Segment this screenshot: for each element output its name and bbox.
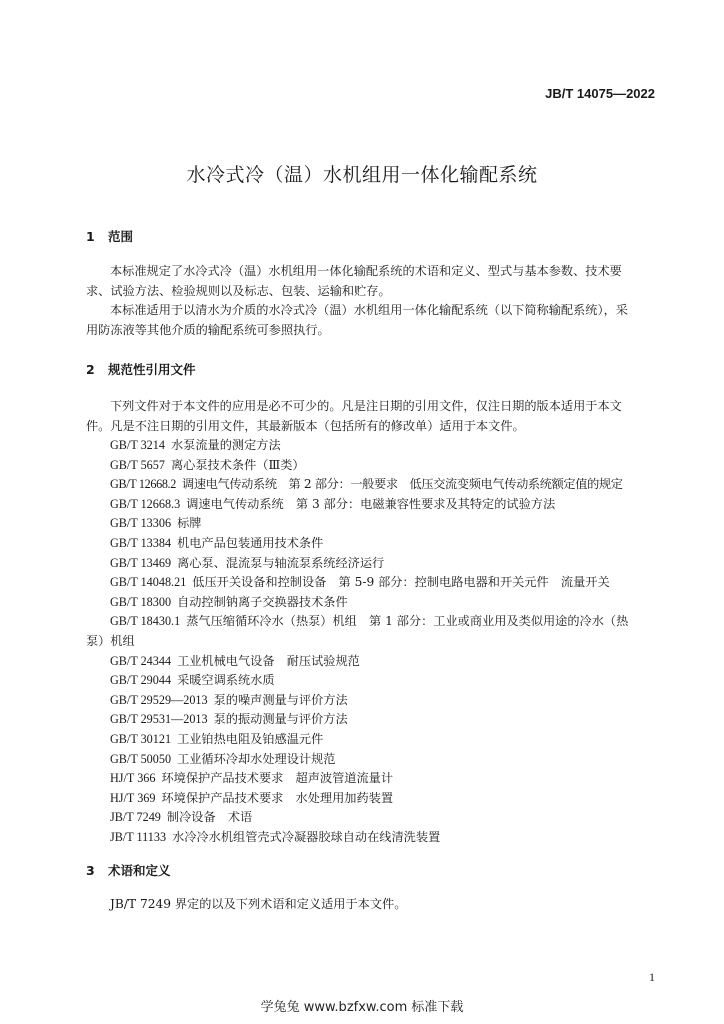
reference-title: 调速电气传动系统 第 2 部分：一般要求 低压交流变频电气传动系统额定值的规定 xyxy=(182,477,623,492)
footer-watermark[interactable]: 学兔兔 www.bzfxw.com 标准下载 xyxy=(260,1000,464,1015)
section-3-heading xyxy=(86,861,171,879)
reference-title: 制冷设备 术语 xyxy=(166,810,253,825)
reference-code: GB/T 14048.21 xyxy=(110,575,187,590)
reference-title: 工业机械电气设备 耐压试验规范 xyxy=(177,653,360,668)
reference-item xyxy=(110,436,660,456)
reference-code: GB/T 29529—2013 xyxy=(110,692,208,707)
scope-paragraph-2 xyxy=(86,301,658,340)
reference-item xyxy=(110,593,660,613)
reference-title: 采暖空调系统水质 xyxy=(177,673,275,688)
reference-code: GB/T 13306 xyxy=(110,516,172,531)
reference-code: GB/T 13384 xyxy=(110,535,172,550)
reference-code: JB/T 7249 xyxy=(110,810,161,825)
reference-code: GB/T 29531—2013 xyxy=(110,712,208,727)
reference-item xyxy=(110,769,660,789)
terms-intro-paragraph xyxy=(86,895,658,915)
reference-item xyxy=(110,475,660,495)
scope-paragraph-1 xyxy=(86,262,658,301)
normative-reference-list xyxy=(86,436,660,847)
reference-item xyxy=(110,573,660,593)
references-intro-paragraph xyxy=(86,397,658,436)
reference-code: GB/T 24344 xyxy=(110,653,172,668)
reference-item xyxy=(110,808,660,828)
reference-title: 蒸气压缩循环冷水（热泵）机组 第 1 部分：工业或商业用及类似用途的冷水（热 xyxy=(186,614,629,629)
section-2-heading xyxy=(86,360,196,378)
text-line: 求、试验方法、检验规则以及标志、包装、运输和贮存。 xyxy=(86,283,391,298)
reference-code: HJ/T 369 xyxy=(110,790,156,805)
section-title: 术语和定义 xyxy=(108,863,171,878)
reference-code: GB/T 30121 xyxy=(110,731,172,746)
text-line: 件。凡是不注日期的引用文件，其最新版本（包括所有的修改单）适用于本文件。 xyxy=(86,418,525,433)
reference-code: HJ/T 366 xyxy=(110,771,156,786)
reference-item xyxy=(110,652,660,672)
text-line: 本标准适用于以清水为介质的水冷式冷（温）水机组用一体化输配系统（以下简称输配系统），采 xyxy=(110,303,628,317)
reference-item xyxy=(110,554,660,574)
reference-code: GB/T 3214 xyxy=(110,438,165,452)
reference-title: 机电产品包装通用技术条件 xyxy=(177,535,324,550)
reference-item xyxy=(110,534,660,554)
reference-code: GB/T 12668.3 xyxy=(110,496,181,511)
section-title: 规范性引用文件 xyxy=(108,362,196,377)
text-line: 用防冻液等其他介质的输配系统可参照执行。 xyxy=(86,322,330,337)
reference-item xyxy=(110,710,660,730)
reference-title: 泵的振动测量与评价方法 xyxy=(213,712,348,727)
reference-title: 水冷冷水机组管壳式冷凝器胶球自动在线清洗装置 xyxy=(172,829,441,844)
section-number: 1 xyxy=(86,229,95,244)
section-number: 3 xyxy=(86,863,95,878)
reference-title: 标牌 xyxy=(177,516,202,531)
section-1-heading xyxy=(86,227,133,245)
reference-code: GB/T 13469 xyxy=(110,555,172,570)
document-title: 水冷式冷（温）水机组用一体化输配系统 xyxy=(186,164,538,186)
reference-title: 泵的噪声测量与评价方法 xyxy=(213,692,348,707)
reference-title: 工业铂热电阻及铂感温元件 xyxy=(177,731,324,746)
reference-code: JB/T 11133 xyxy=(110,829,167,844)
section-number: 2 xyxy=(86,362,95,377)
reference-title: 离心泵、混流泵与轴流泵系统经济运行 xyxy=(177,555,385,570)
reference-code: GB/T 18430.1 xyxy=(110,614,181,629)
reference-item xyxy=(110,495,660,515)
reference-title-continuation: 泵）机组 xyxy=(86,633,135,648)
reference-title: 自动控制钠离子交换器技术条件 xyxy=(177,594,348,609)
reference-code: GB/T 29044 xyxy=(110,673,172,688)
reference-item xyxy=(110,514,660,534)
reference-item xyxy=(110,750,660,770)
reference-item xyxy=(110,828,660,848)
reference-title: 工业循环冷却水处理设计规范 xyxy=(177,751,336,766)
reference-title: 环境保护产品技术要求 超声波管道流量计 xyxy=(161,771,394,786)
reference-code: GB/T 18300 xyxy=(110,594,172,609)
section-title: 范围 xyxy=(108,229,134,244)
text-line: 本标准规定了水冷式冷（温）水机组用一体化输配系统的术语和定义、型式与基本参数、技术要 xyxy=(110,264,622,278)
text-line: 下列文件对于本文件的应用是必不可少的。凡是注日期的引用文件，仅注日期的版本适用于本文 xyxy=(110,399,622,413)
reference-item xyxy=(110,691,660,711)
page-number: 1 xyxy=(649,970,655,984)
reference-title: 低压开关设备和控制设备 第 5-9 部分：控制电路电器和开关元件 流量开关 xyxy=(192,575,610,590)
reference-item xyxy=(110,671,660,691)
reference-title: 调速电气传动系统 第 3 部分：电磁兼容性要求及其特定的试验方法 xyxy=(186,496,556,511)
reference-title: 水泵流量的测定方法 xyxy=(170,438,281,452)
standard-code: JB/T 14075—2022 xyxy=(545,86,655,101)
reference-item xyxy=(86,612,660,651)
text-line: JB/T 7249 界定的以及下列术语和定义适用于本文件。 xyxy=(110,897,407,911)
reference-title: 环境保护产品技术要求 水处理用加药装置 xyxy=(161,790,394,805)
reference-code: GB/T 5657 xyxy=(110,457,165,472)
reference-title: 离心泵技术条件（Ⅲ类） xyxy=(170,457,305,472)
reference-item xyxy=(110,789,660,809)
reference-code: GB/T 50050 xyxy=(110,751,172,766)
reference-item xyxy=(110,456,660,476)
reference-code: GB/T 12668.2 xyxy=(110,477,176,492)
reference-item xyxy=(110,730,660,750)
